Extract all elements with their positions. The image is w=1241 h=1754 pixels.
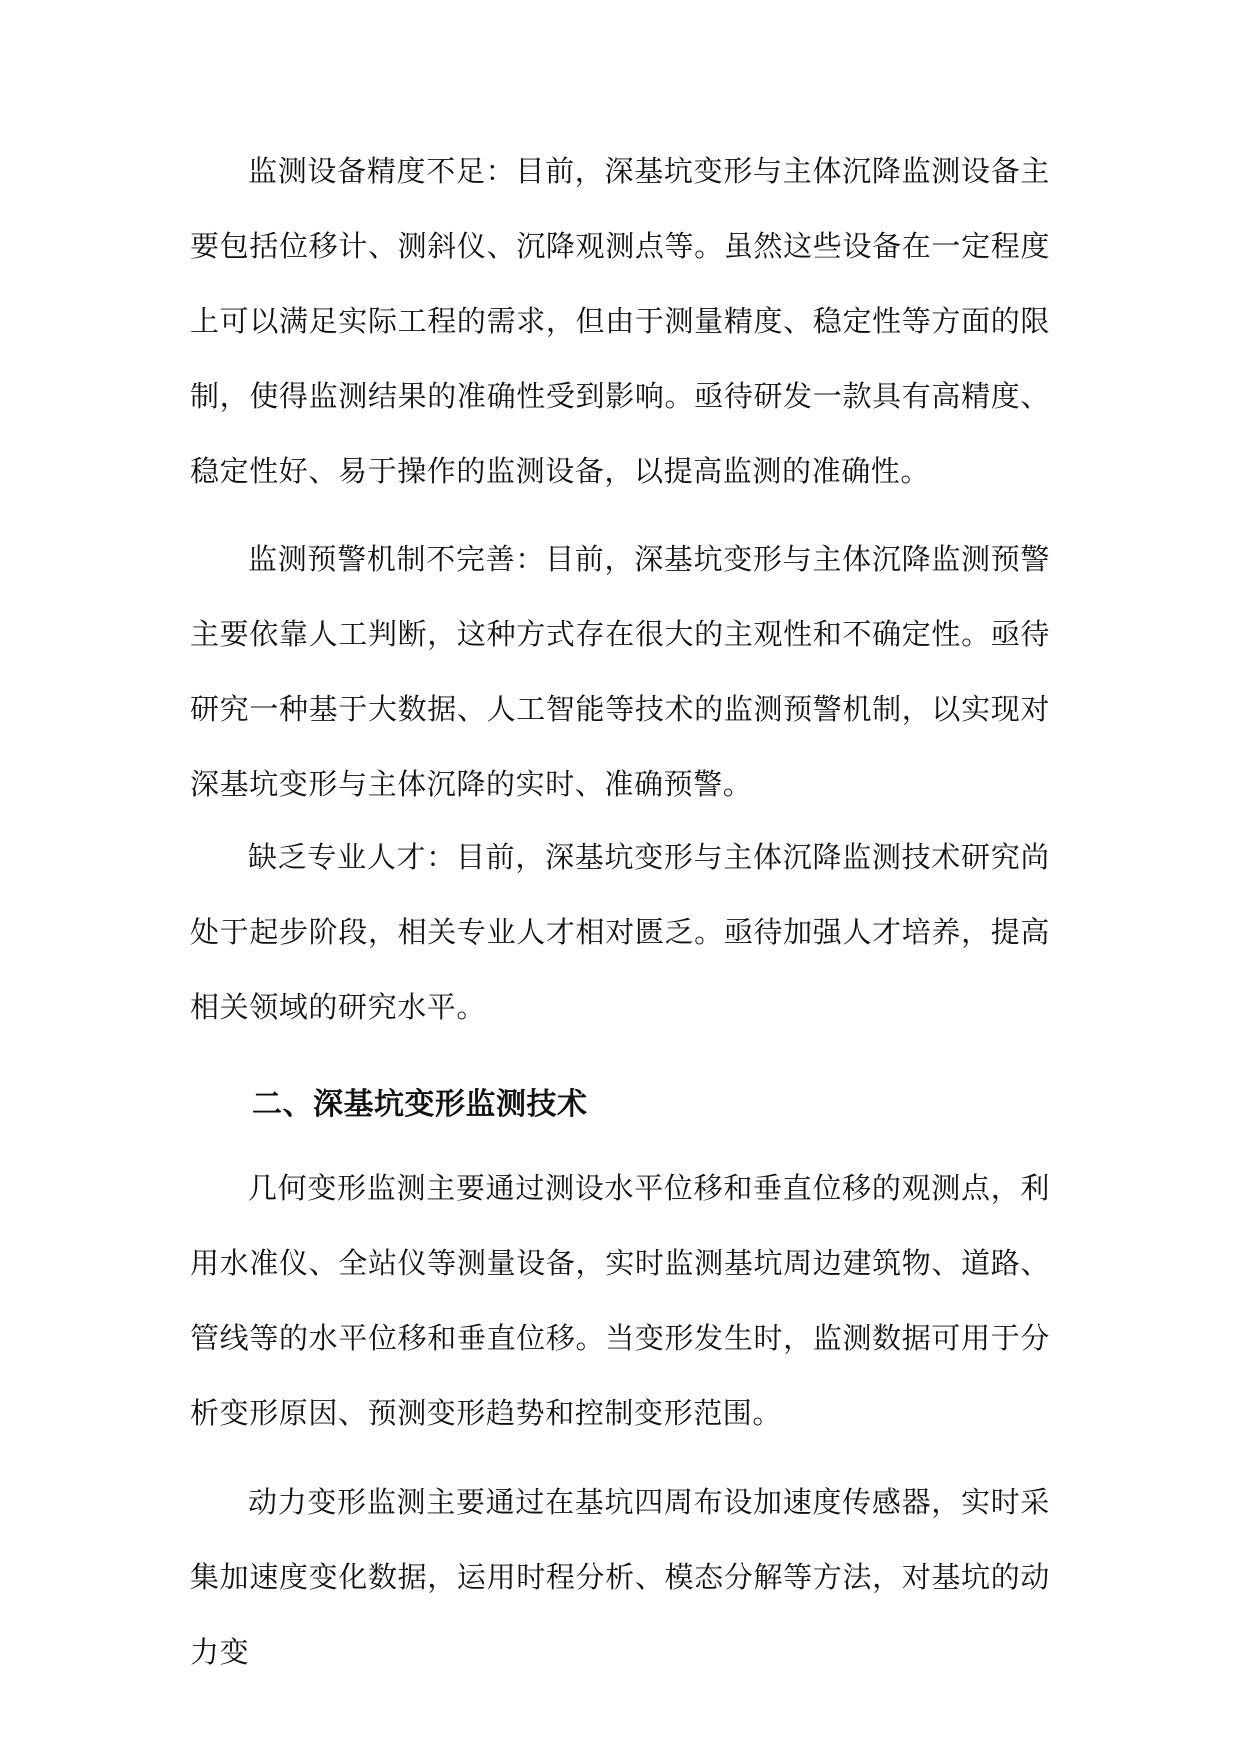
section-heading: 二、深基坑变形监测技术 (252, 1087, 588, 1122)
paragraph-talent-shortage: 缺乏专业人才：目前，深基坑变形与主体沉降监测技术研究尚处于起步阶段，相关专业人才相对匮乏。亟待加强人才培养，提高相关领域的研究水平。 (190, 840, 1050, 1024)
paragraph-equipment-precision: 监测设备精度不足：目前，深基坑变形与主体沉降监测设备主要包括位移计、测斜仪、沉降观测点等。虽然这些设备在一定程度上可以满足实际工程的需求，但由于测量精度、稳定性等方面的限制，使得监测结果的准确性受到影响。亟待研发一款具有高精度、稳定性好、易于操作的监测设备，以提高监测的准确性。 (190, 154, 1050, 488)
paragraph-geometric-monitoring: 几何变形监测主要通过测设水平位移和垂直位移的观测点，利用水准仪、全站仪等测量设备，实时监测基坑周边建筑物、道路、管线等的水平位移和垂直位移。当变形发生时，监测数据可用于分析变形原因、预测变形趋势和控制变形范围。 (190, 1171, 1050, 1430)
paragraph-dynamic-monitoring: 动力变形监测主要通过在基坑四周布设加速度传感器，实时采集加速度变化数据，运用时程分析、模态分解等方法，对基坑的动力变 (190, 1485, 1050, 1669)
paragraph-warning-mechanism: 监测预警机制不完善：目前，深基坑变形与主体沉降监测预警主要依靠人工判断，这种方式存在很大的主观性和不确定性。亟待研究一种基于大数据、人工智能等技术的监测预警机制，以实现对深基坑变形与主体沉降的实时、准确预警。 (190, 542, 1050, 801)
